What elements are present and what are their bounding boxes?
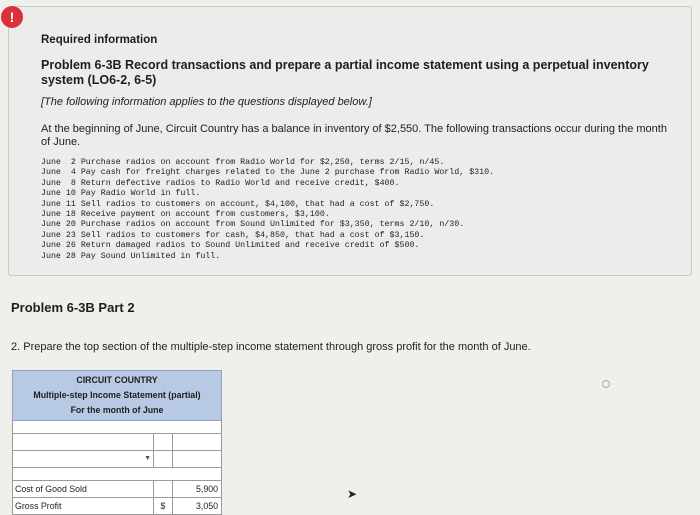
company-name: CIRCUIT COUNTRY <box>76 375 158 385</box>
symbol-cell <box>154 481 173 497</box>
dropdown-row <box>12 451 222 468</box>
question-text: 2. Prepare the top section of the multiple-step income statement through gross profit for the month of June. <box>11 341 531 353</box>
transaction-line: June 11 Sell radios to customers on account, $4,100, that had a cost of $2,750. <box>41 199 435 209</box>
statement-title: Multiple-step Income Statement (partial) <box>33 390 201 400</box>
decorative-dot <box>602 380 610 388</box>
spacer <box>12 421 222 433</box>
transaction-line: June 20 Purchase radios on account from Sound Unlimited for $3,350, terms 2/10, n/30. <box>41 220 465 230</box>
income-statement <box>12 370 222 515</box>
transaction-line: June 8 Return defective radios to Radio World and receive credit, $400. <box>41 178 400 188</box>
part-title: Problem 6-3B Part 2 <box>11 300 135 315</box>
symbol-cell <box>154 434 173 450</box>
amount-input[interactable] <box>173 451 221 467</box>
required-label: Required information <box>41 34 158 46</box>
statement-period: For the month of June <box>70 405 164 415</box>
mouse-cursor-icon: ➤ <box>347 487 358 501</box>
amount-input[interactable]: 3,050 <box>195 501 218 511</box>
transaction-list <box>41 158 494 262</box>
chevron-down-icon: ▼ <box>144 455 151 462</box>
transaction-line: June 10 Pay Radio World in full. <box>41 189 201 199</box>
account-dropdown[interactable] <box>13 451 154 467</box>
spacer <box>12 468 222 480</box>
alert-icon: ! <box>1 6 23 28</box>
transaction-line: June 26 Return damaged radios to Sound Unlimited and receive credit of $500. <box>41 241 420 251</box>
transaction-line: June 18 Receive payment on account from customers, $3,100. <box>41 210 330 220</box>
problem-title: Problem 6-3B Record transactions and prepare a partial income statement using a perpetual inventory system (LO6-2, 6-5) <box>41 58 649 87</box>
intro-text: At the beginning of June, Circuit Country has a balance in inventory of $2,550. The following transactions occur during the month of June. <box>41 123 667 148</box>
account-input[interactable]: Gross Profit <box>13 498 154 514</box>
transaction-line: June 23 Sell radios to customers for cash, $4,850, that had a cost of $3,150. <box>41 230 425 240</box>
amount-input[interactable] <box>173 434 221 450</box>
symbol-cell: $ <box>154 498 173 514</box>
blank-row <box>12 433 222 451</box>
statement-header <box>12 370 222 421</box>
table-row <box>12 480 222 498</box>
account-input[interactable]: Cost of Good Sold <box>13 481 154 497</box>
transaction-line: June 28 Pay Sound Unlimited in full. <box>41 251 221 261</box>
info-note: [The following information applies to the questions displayed below.] <box>41 96 372 108</box>
amount-input[interactable]: 5,900 <box>195 484 218 494</box>
account-input[interactable] <box>13 434 154 450</box>
symbol-cell <box>154 451 173 467</box>
transaction-line: June 2 Purchase radios on account from Radio World for $2,250, terms 2/15, n/45. <box>41 158 445 167</box>
transaction-line: June 4 Pay cash for freight charges related to the June 2 purchase from Radio World, $310. <box>41 168 495 178</box>
